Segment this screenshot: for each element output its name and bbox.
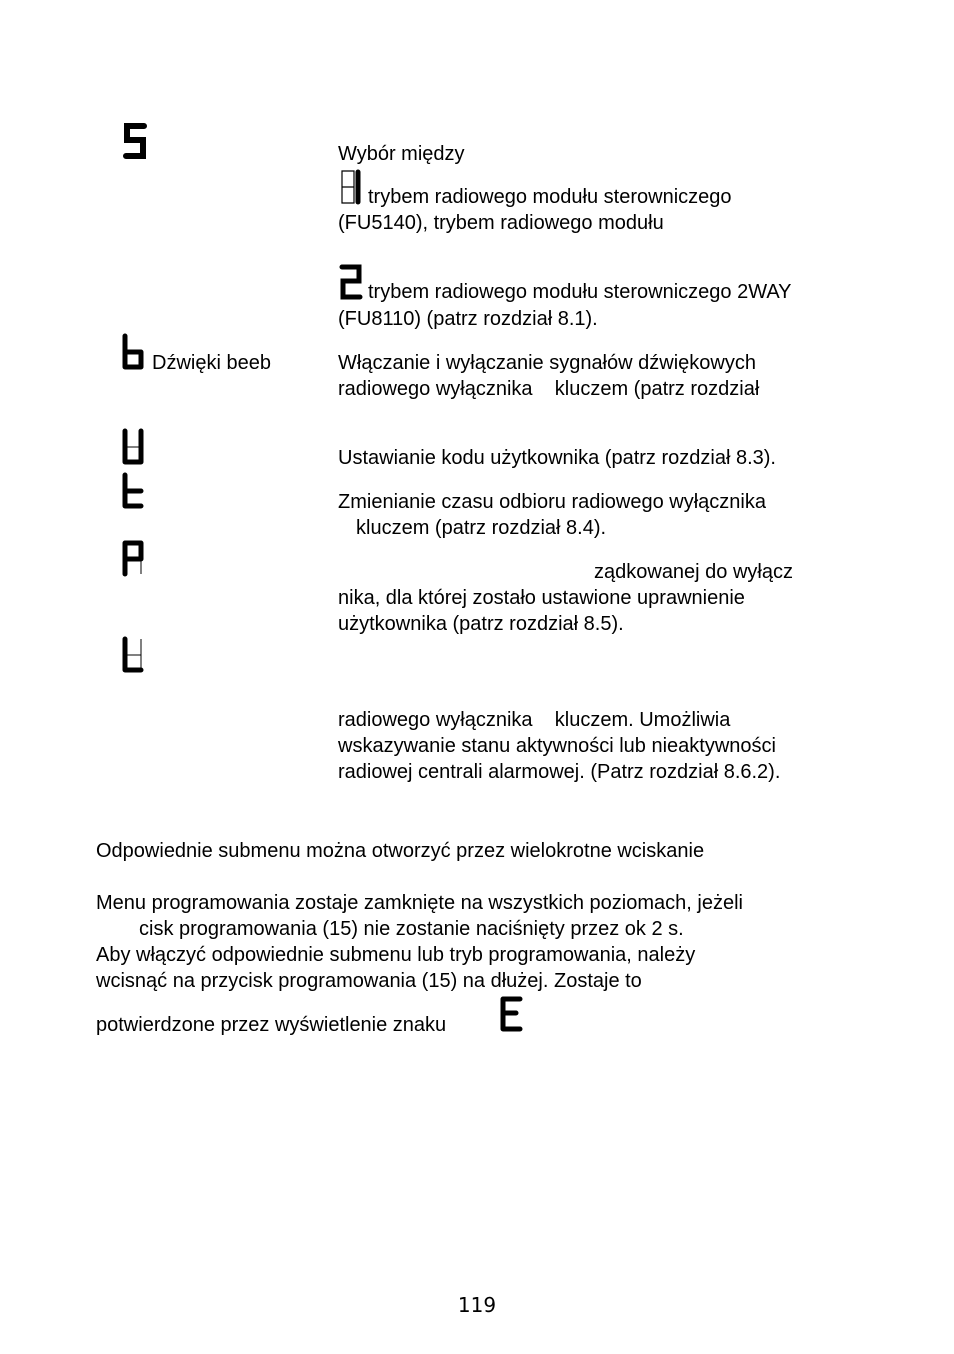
segment-u-icon bbox=[120, 428, 146, 466]
segment-p-icon bbox=[120, 540, 146, 578]
p-line1: ządkowanej do wyłącz bbox=[594, 561, 793, 583]
segment-t-icon bbox=[120, 472, 146, 510]
page-number: 119 bbox=[457, 1293, 497, 1317]
body-paragraph-2-line2: cisk programowania (15) nie zostanie naciśnięty przez ok 2 s. bbox=[139, 918, 684, 940]
s-opt2-line2: (FU8110) (patrz rozdział 8.1). bbox=[338, 308, 598, 330]
b-line2: radiowego wyłącznika kluczem (patrz rozdział bbox=[338, 378, 760, 400]
segment-l-icon bbox=[120, 636, 146, 674]
s-desc-intro: Wybór między bbox=[338, 143, 465, 165]
l-line1: radiowego wyłącznika kluczem. Umożliwia bbox=[338, 709, 731, 731]
t-line1: Zmienianie czasu odbioru radiowego wyłącznika bbox=[338, 491, 766, 513]
p-line2: nika, dla której zostało ustawione uprawnienie bbox=[338, 587, 745, 609]
body-paragraph-3-line3: potwierdzone przez wyświetlenie znaku bbox=[96, 1014, 447, 1036]
l-line2: wskazywanie stanu aktywności lub nieaktywności bbox=[338, 735, 776, 757]
b-label: Dźwięki beeb bbox=[152, 352, 271, 374]
segment-b-icon bbox=[120, 333, 146, 371]
b-line1: Włączanie i wyłączanie sygnałów dźwiękowych bbox=[338, 352, 756, 374]
segment-e-icon bbox=[498, 995, 524, 1033]
body-paragraph-1: Odpowiednie submenu można otworzyć przez wielokrotne wciskanie bbox=[96, 840, 705, 862]
l-line3: radiowej centrali alarmowej. (Patrz rozdział 8.6.2). bbox=[338, 761, 781, 783]
s-opt1-line2: (FU5140), trybem radiowego modułu bbox=[338, 212, 664, 234]
p-line3: użytkownika (patrz rozdział 8.5). bbox=[338, 613, 624, 635]
u-line1: Ustawianie kodu użytkownika (patrz rozdział 8.3). bbox=[338, 447, 776, 469]
segment-1-icon bbox=[338, 168, 364, 206]
s-opt1-line1: trybem radiowego modułu sterowniczego bbox=[368, 186, 732, 208]
body-paragraph-3-line1: Aby włączyć odpowiednie submenu lub tryb programowania, należy bbox=[96, 944, 696, 966]
body-paragraph-2-line1: Menu programowania zostaje zamknięte na wszystkich poziomach, jeżeli bbox=[96, 892, 743, 914]
segment-s-icon bbox=[122, 122, 148, 160]
t-line2: kluczem (patrz rozdział 8.4). bbox=[356, 517, 607, 539]
body-paragraph-3-line2: wcisnąć na przycisk programowania (15) na dłużej. Zostaje to bbox=[96, 970, 642, 992]
s-opt2-line1: trybem radiowego modułu sterowniczego 2WAY bbox=[368, 281, 792, 303]
segment-2-icon bbox=[338, 263, 364, 301]
